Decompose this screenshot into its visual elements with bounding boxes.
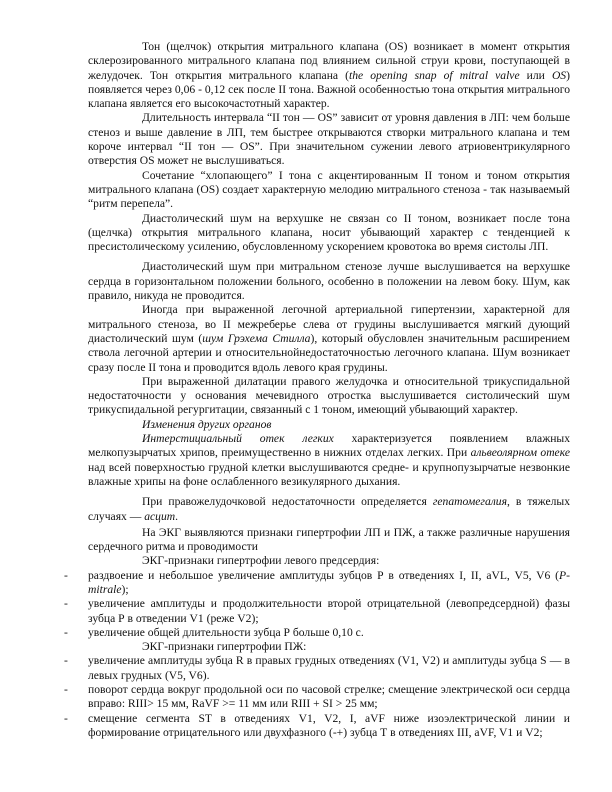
list-item-right-ventricle-2: - поворот сердца вокруг продольной оси по часовой стрелке; смещение электрической оси сердца вправо: RIII> 15 мм, RaVF >= 11 мм или RIII + SI > 25 мм;	[64, 683, 570, 711]
paragraph-diastolic-murmur: Диастолический шум на верхушке не связан со II тоном, возникает после тона (щелчка) открытия митрального клапана, носит убывающий характер с тенденцией к пресистолическому усилению, обусловленному ускорением кровотока во время систолы ЛП.	[88, 211, 570, 254]
list-item-left-atrium-3: - увеличение общей длительности зубца Р больше 0,10 с.	[64, 625, 364, 639]
paragraph-graham-steell: Иногда при выраженной легочной артериальной гипертензии, характерной для митрального стеноза, во II межреберье слева от грудины выслушивается мягкий дующий диастолический шум (шум Грэхема Стилла), который обусловлен значительным расширением ствола легочной артерии и относительнойнедостаточностью легочного клапана. Шум возникает сразу после II тона и проводится вдоль левого края грудины.	[88, 303, 571, 374]
subheading-left-atrium: ЭКГ-признаки гипертрофии левого предсердия:	[142, 554, 380, 568]
list-dash: -	[64, 654, 68, 668]
list-item-right-ventricle-3: - смещение сегмента ST в отведениях V1, V2, I, aVF ниже изоэлектрической линии и формирование отрицательного или двухфазного (-+) зубца Т в отведениях III, aVF, V1 и V2;	[64, 711, 570, 739]
list-dash: -	[64, 625, 68, 639]
paragraph-opening-snap: Тон (щелчок) открытия митрального клапана (OS) возникает в момент открытия склерозированного митрального клапана под влиянием сильной струи крови, поступающей в желудочек. Тон открытия митрального клапана (the opening snap of mitral valve или OS) появляется через 0,06 - 0,12 сек после II тона. Важной особенностью тона открытия митрального клапана является его высокочастотный характер.	[88, 40, 570, 111]
paragraph-quail-rhythm: Сочетание “хлопающего” I тона с акцентированным II тоном и тоном открытия митрального клапана (OS) создает характерную мелодию митрального стеноза - так называемый “ритм перепела”.	[88, 168, 570, 211]
paragraph-murmur-auscultation: Диастолический шум при митральном стенозе лучше выслушивается на верхушке сердца в горизонтальном положении больного, особенно в положении на левом боку. Шум, как правило, никуда не проводится.	[88, 260, 570, 303]
list-dash: -	[64, 683, 68, 697]
paragraph-pulmonary-edema: Интерстициальный отек легких характеризуется появлением влажных мелкопузырчатых хрипов, преимущественно в нижних отделах легких. При альвеолярном отеке над всей поверхностью грудной клетки выслушиваются средне- и крупнопузырчатые незвонкие влажные хрипы на фоне ослабленного везикулярного дыхания.	[88, 432, 570, 488]
list-item-left-atrium-2: - увеличение амплитуды и продолжительности второй отрицательной (левопредсердной) фазы зубца Р в отведении V1 (реже V2);	[64, 597, 570, 625]
list-dash: -	[64, 711, 68, 725]
paragraph-interval: Длительность интервала “II тон — OS” зависит от уровня давления в ЛП: чем больше стеноз и выше давление в ЛП, тем быстрее открываются створки митрального клапана и тем короче интервал “II тон — OS”. При значительном сужении левого атриовентрикулярного отверстия OS может не выслушиваться.	[88, 111, 570, 168]
paragraph-tricuspid: При выраженной дилатации правого желудочка и относительной трикуспидальной недостаточности у основания мечевидного отростка выслушивается систолический шум трикуспидальной регургитации, связанный с 1 тоном, имеющий убывающий характер.	[88, 374, 570, 417]
paragraph-ecg: На ЭКГ выявляются признаки гипертрофии ЛП и ПЖ, а также различные нарушения сердечного ритма и проводимости	[88, 525, 570, 554]
document-body	[64, 40, 571, 740]
section-heading-other-organs: Изменения других органов	[142, 417, 272, 431]
subheading-right-ventricle: ЭКГ-признаки гипертрофии ПЖ:	[142, 640, 307, 654]
list-dash: -	[64, 597, 68, 611]
paragraph-right-ventricular-failure: При правожелудочковой недостаточности определяется гепатомегалия, в тяжелых случаях — асцит.	[88, 495, 571, 523]
list-item-left-atrium-1: - раздвоение и небольшое увеличение амплитуды зубцов Р в отведениях I, II, aVL, V5, V6 (P-mitrale);	[64, 568, 570, 596]
list-item-right-ventricle-1: - увеличение амплитуды зубца R в правых грудных отведениях (V1, V2) и амплитуды зубца S — в левых грудных (V5, V6).	[64, 654, 570, 682]
list-dash: -	[64, 568, 68, 582]
